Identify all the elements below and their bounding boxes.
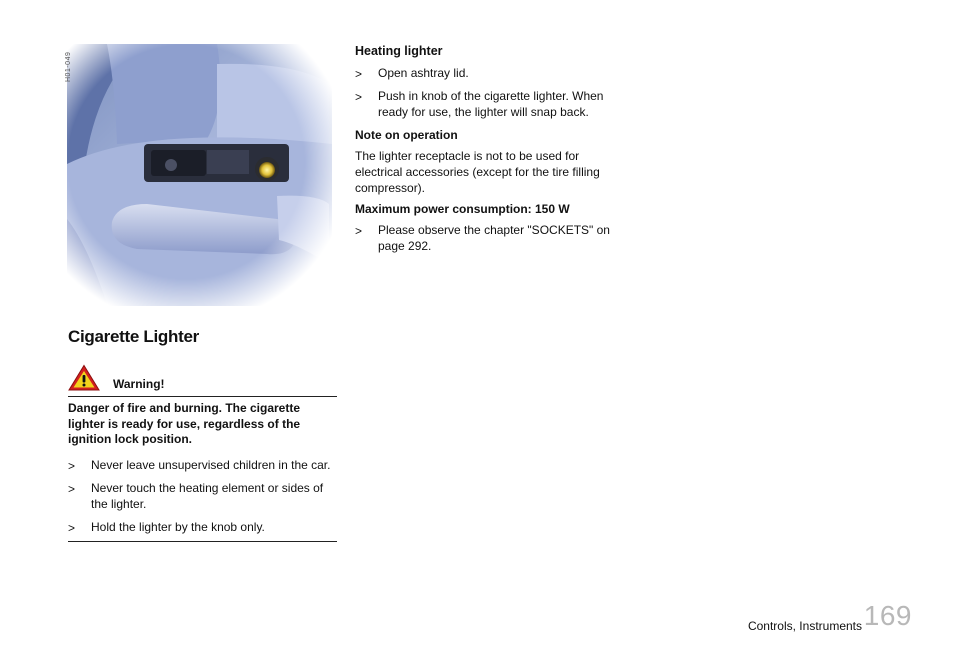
- bullet-arrow: >: [355, 224, 363, 238]
- list-item: [68, 480, 332, 512]
- note-text: The lighter receptacle is not to be used for electrical accessories (except for the tire filling compressor).: [355, 149, 600, 195]
- warning-bottom-rule: [68, 541, 337, 542]
- instructions-column: [355, 42, 610, 261]
- section-title: Cigarette Lighter: [68, 327, 199, 346]
- figure-code: H01-049: [65, 51, 72, 82]
- list-item: [355, 65, 610, 81]
- bullet-arrow: >: [355, 67, 363, 81]
- bullet-arrow: >: [68, 482, 76, 496]
- list-item-text: Never leave unsupervised children in the car.: [91, 458, 331, 472]
- bullet-arrow: >: [68, 459, 76, 473]
- power-steps: [355, 222, 610, 254]
- warning-header: [68, 364, 337, 397]
- list-item: [68, 457, 332, 473]
- list-item-text: Never touch the heating element or sides of the lighter.: [91, 481, 324, 511]
- bullet-arrow: >: [355, 90, 363, 104]
- power-title: Maximum power consumption: 150 W: [355, 202, 570, 216]
- danger-text: Danger of fire and burning. The cigarette lighter is ready for use, regardless of the ignition lock position.: [68, 401, 301, 446]
- footer-chapter-label: Controls, Instruments: [747, 619, 862, 633]
- list-item-text: Push in knob of the cigarette lighter. When ready for use, the lighter will snap back.: [378, 89, 604, 119]
- list-item: [68, 519, 332, 535]
- warning-triangle-icon: [68, 364, 100, 391]
- note-title: Note on operation: [355, 128, 458, 142]
- heating-lighter-title: Heating lighter: [355, 44, 443, 58]
- list-item-text: Hold the lighter by the knob only.: [91, 520, 265, 534]
- page-number: 169: [863, 600, 912, 631]
- warning-label: Warning!: [113, 377, 165, 391]
- list-item: [355, 222, 610, 254]
- bullet-arrow: >: [68, 521, 76, 535]
- list-item: [355, 88, 610, 120]
- list-item-text: Open ashtray lid.: [378, 66, 469, 80]
- cigarette-lighter-illustration: [67, 44, 332, 306]
- list-item-text: Please observe the chapter "SOCKETS" on page 292.: [378, 223, 610, 253]
- warning-list: [68, 457, 332, 542]
- heating-steps: [355, 65, 610, 120]
